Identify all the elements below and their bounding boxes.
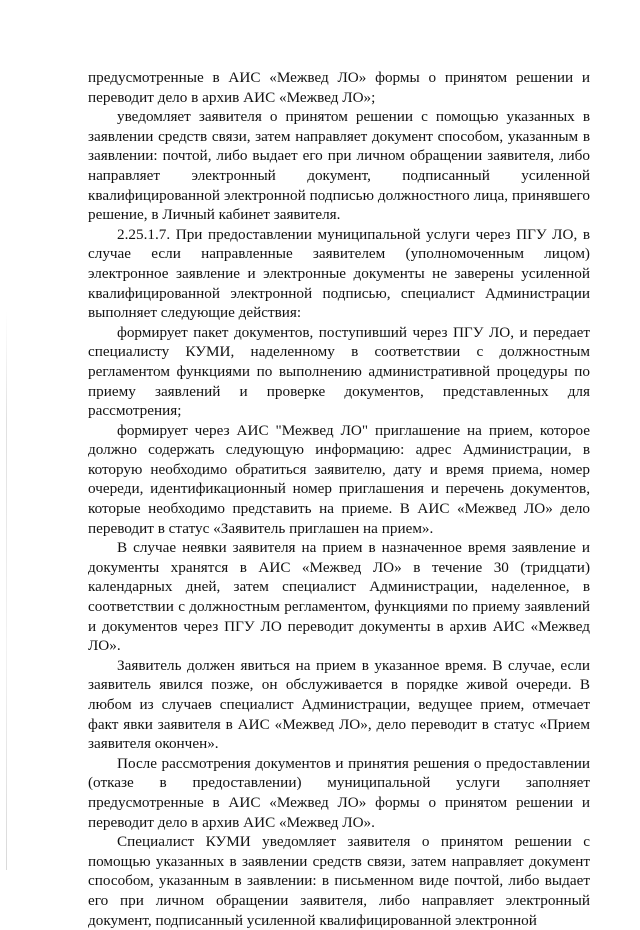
paragraph-7: Заявитель должен явиться на прием в указанное время. В случае, если заявитель явился позже, он обслуживается в порядке живой очереди. В любом из случаев специалист Администрации, ведущее прием, отмечает факт явки заявителя в АИС «Межвед ЛО», дело переводит в статус «Прием заявителя окончен». — [88, 656, 590, 753]
document-body — [88, 68, 590, 930]
paragraph-4: формирует пакет документов, поступивший через ПГУ ЛО, и передает специалисту КУМИ, наделенному в соответствии с должностным регламентом функциями по выполнению административной процедуры по приему заявлений и проверке документов, представленных для рассмотрения; — [88, 323, 590, 420]
paragraph-3: 2.25.1.7. При предоставлении муниципальной услуги через ПГУ ЛО, в случае если направленные заявителем (уполномоченным лицом) электронное заявление и электронные документы не заверены усиленной квалифицированной электронной подписью, специалист Администрации выполняет следующие действия: — [88, 225, 590, 322]
paragraph-8: После рассмотрения документов и принятия решения о предоставлении (отказе в предоставлении) муниципальной услуги заполняет предусмотренные в АИС «Межвед ЛО» формы о принятом решении и переводит дело в архив АИС «Межвед ЛО». — [88, 754, 590, 831]
paragraph-9: Специалист КУМИ уведомляет заявителя о принятом решении с помощью указанных в заявлении средств связи, затем направляет документ способом, указанным в заявлении: в письменном виде почтой, либо выдает его при личном обращении заявителя, либо направляет электронный документ, подписанный усиленной квалифицированной электронной — [88, 833, 590, 929]
paragraph-6: В случае неявки заявителя на прием в назначенное время заявление и документы хранятся в АИС «Межвед ЛО» в течение 30 (тридцати) календарных дней, затем специалист Администрации, наделенное, в соответствии с должностным регламентом, функциями по приему заявлений и документов через ПГУ ЛО переводит документы в архив АИС «Межвед ЛО». — [88, 539, 590, 655]
paragraph-5: формирует через АИС "Межвед ЛО" приглашение на прием, которое должно содержать следующую информацию: адрес Администрации, в которую необходимо обратиться заявителю, дату и время приема, номер очереди, идентификационный номер приглашения и перечень документов, которые необходимо представить на приеме. В АИС «Межвед ЛО» дело переводит в статус «Заявитель приглашен на прием». — [88, 421, 590, 537]
scan-edge-shadow — [6, 310, 7, 870]
paragraph-1: предусмотренные в АИС «Межвед ЛО» формы о принятом решении и переводит дело в архив АИС «Межвед ЛО»; — [88, 69, 590, 106]
paragraph-2: уведомляет заявителя о принятом решении с помощью указанных в заявлении средств связи, затем направляет документ способом, указанным в заявлении: почтой, либо выдает его при личном обращении заявителя, либо направляет электронный документ, подписанный усиленной квалифицированной электронной подписью должностного лица, принявшего решение, в Личный кабинет заявителя. — [88, 108, 590, 224]
